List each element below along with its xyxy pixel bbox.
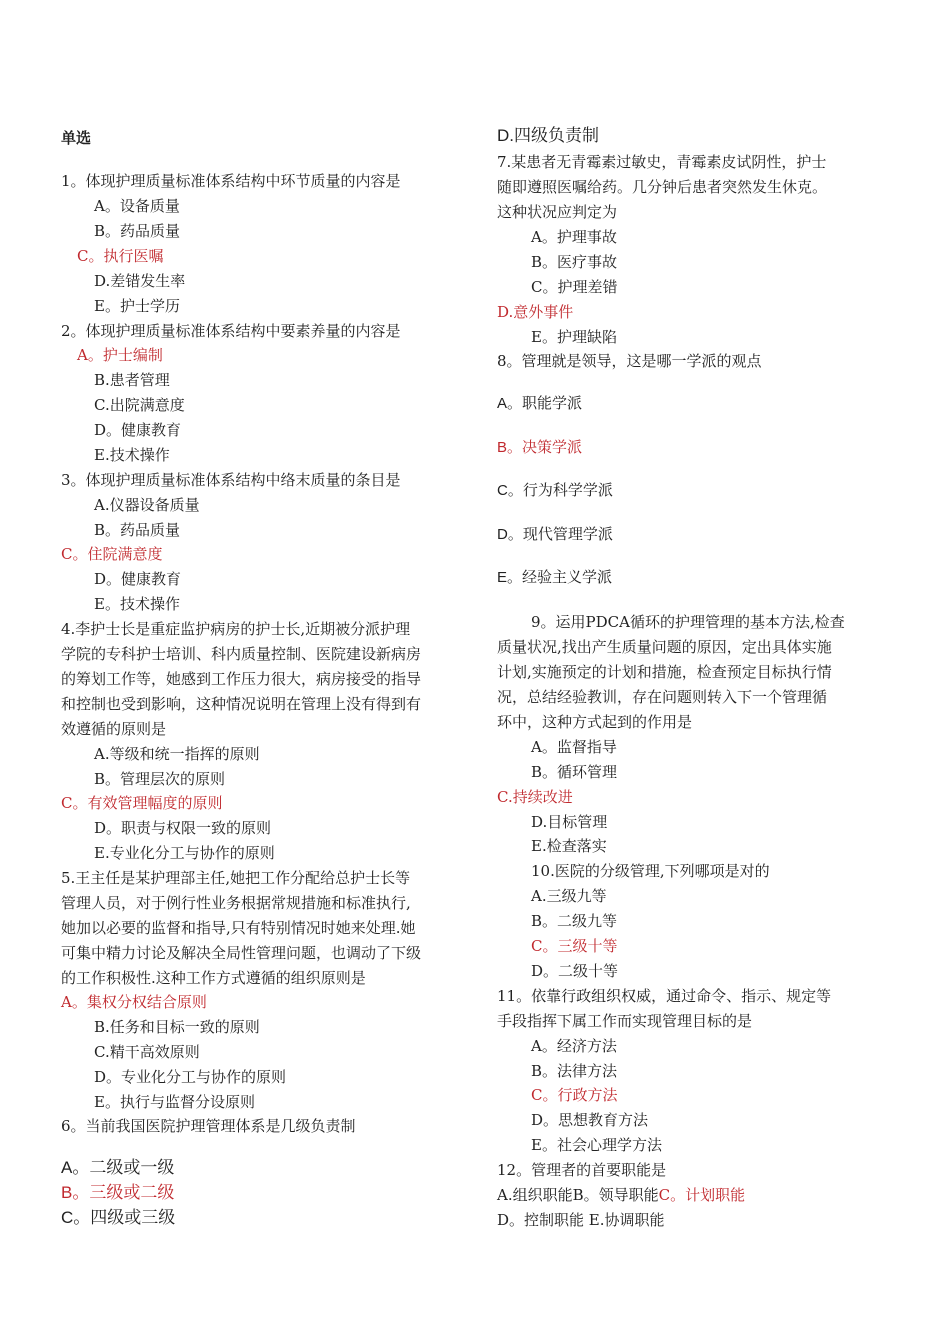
- left-line: 和控制也受到影响，这种情况说明在管理上没有得到有: [61, 695, 422, 713]
- left-line: 的工作积极性.这种工作方式遵循的组织原则是: [61, 969, 366, 987]
- right-line: 环中，这种方式起到的作用是: [497, 713, 693, 731]
- left-option-line: A。二级或一级: [61, 1158, 175, 1177]
- right-line: E。护理缺陷: [531, 328, 617, 346]
- right-line: D。思想教育方法: [531, 1111, 649, 1129]
- right-line: A。护理事故: [531, 228, 617, 246]
- right-line: A.三级九等: [531, 887, 607, 905]
- right-option-line: E。经验主义学派: [497, 569, 613, 586]
- left-line: 她加以必要的监督和指导,只有特别情况时她来处理.她: [61, 919, 416, 937]
- left-line: 1。体现护理质量标准体系结构中环节质量的内容是: [61, 172, 401, 190]
- left-line: E。执行与监督分设原则: [94, 1093, 255, 1111]
- left-option-line: B。三级或二级: [61, 1183, 175, 1202]
- right-line: 计划,实施预定的计划和措施，检查预定目标执行情: [497, 663, 832, 681]
- q12-option-c: C。计划职能: [658, 1186, 746, 1204]
- right-line: B。二级九等: [531, 912, 618, 930]
- right-line: 9。运用PDCA循环的护理管理的基本方法,检查: [531, 613, 845, 631]
- q12-option-a: A.组织职能: [497, 1186, 573, 1204]
- right-line: E.检查落实: [531, 837, 607, 855]
- left-line: D。健康教育: [94, 421, 182, 439]
- left-line: E。护士学历: [94, 297, 180, 315]
- left-line: C。住院满意度: [61, 545, 163, 563]
- right-line: C。三级十等: [531, 937, 618, 955]
- right-line: 随即遵照医嘱给药。几分钟后患者突然发生休克。: [497, 178, 828, 196]
- right-line: 手段指挥下属工作而实现管理目标的是: [497, 1012, 753, 1030]
- right-line: D.目标管理: [531, 813, 608, 831]
- left-line: B.任务和目标一致的原则: [94, 1018, 260, 1036]
- left-line: A。集权分权结合原则: [61, 993, 207, 1011]
- left-line: A。设备质量: [94, 197, 180, 215]
- right-line: D。二级十等: [531, 962, 619, 980]
- left-line: B。管理层次的原则: [94, 770, 226, 788]
- left-line: C。执行医嘱: [77, 247, 164, 265]
- left-line: B。药品质量: [94, 222, 181, 240]
- left-line: 效遵循的原则是: [61, 720, 167, 738]
- left-line: 管理人员，对于例行性业务根据常规措施和标准执行,: [61, 894, 411, 912]
- left-line: B。药品质量: [94, 521, 181, 539]
- right-line: 质量状况,找出产生质量问题的原因，定出具体实施: [497, 638, 832, 656]
- left-line: D.差错发生率: [94, 272, 186, 290]
- right-line: B。医疗事故: [531, 253, 618, 271]
- left-line: E.专业化分工与协作的原则: [94, 844, 275, 862]
- left-line: C.出院满意度: [94, 396, 185, 414]
- left-line: 6。当前我国医院护理管理体系是几级负责制: [61, 1117, 356, 1135]
- left-line: A.等级和统一指挥的原则: [94, 745, 260, 763]
- left-line: 5.王主任是某护理部主任,她把工作分配给总护士长等: [61, 869, 411, 887]
- q12-option-b: B。领导职能: [572, 1186, 659, 1204]
- left-line: 可集中精力讨论及解决全局性管理问题，也调动了下级: [61, 944, 422, 962]
- right-line: E。社会心理学方法: [531, 1136, 662, 1154]
- right-line: 11。依靠行政组织权威，通过命令、指示、规定等: [497, 987, 832, 1005]
- left-line: B.患者管理: [94, 371, 170, 389]
- left-line: C。有效管理幅度的原则: [61, 794, 223, 812]
- right-line: A。经济方法: [531, 1037, 617, 1055]
- left-line: 4.李护士长是重症监护病房的护士长,近期被分派护理: [61, 620, 411, 638]
- left-line: A.仪器设备质量: [94, 496, 200, 514]
- right-line: 这种状况应判定为: [497, 203, 618, 221]
- right-option-line: D。现代管理学派: [497, 526, 613, 543]
- left-line: D。专业化分工与协作的原则: [94, 1068, 287, 1086]
- right-option-line: C。行为科学学派: [497, 482, 613, 499]
- right-line: C。行政方法: [531, 1086, 618, 1104]
- left-line: E.技术操作: [94, 446, 170, 464]
- right-line: D.意外事件: [497, 303, 574, 321]
- left-line: E。技术操作: [94, 595, 180, 613]
- right-line: 况，总结经验教训，存在问题则转入下一个管理循: [497, 688, 828, 706]
- q6-option-d: D.四级负责制: [497, 126, 599, 145]
- left-line: 3。体现护理质量标准体系结构中络末质量的条目是: [61, 471, 401, 489]
- right-line: D。控制职能 E.协调职能: [497, 1211, 665, 1229]
- q12-options-line: [497, 1185, 745, 1205]
- right-line: B。循环管理: [531, 763, 618, 781]
- left-line: C.精干高效原则: [94, 1043, 200, 1061]
- right-option-line: B。决策学派: [497, 439, 583, 456]
- left-option-line: C。四级或三级: [61, 1208, 176, 1227]
- right-option-line: A。职能学派: [497, 395, 583, 412]
- right-line: C。护理差错: [531, 278, 618, 296]
- section-heading: 单选: [61, 129, 92, 147]
- right-line: C.持续改进: [497, 788, 573, 806]
- left-line: D。职责与权限一致的原则: [94, 819, 272, 837]
- right-line: 12。管理者的首要职能是: [497, 1161, 667, 1179]
- left-line: 学院的专科护士培训、科内质量控制、医院建设新病房: [61, 645, 422, 663]
- right-line: B。法律方法: [531, 1062, 618, 1080]
- left-line: D。健康教育: [94, 570, 182, 588]
- left-line: 2。体现护理质量标准体系结构中要素养量的内容是: [61, 322, 401, 340]
- right-line: 10.医院的分级管理,下列哪项是对的: [531, 862, 770, 880]
- left-line: A。护士编制: [77, 346, 163, 364]
- right-line: A。监督指导: [531, 738, 617, 756]
- right-line: 7.某患者无青霉素过敏史，青霉素皮试阴性，护士: [497, 153, 827, 171]
- right-line: 8。管理就是领导，这是哪一学派的观点: [497, 352, 762, 370]
- left-line: 的筹划工作等，她感到工作压力很大，病房接受的指导: [61, 670, 422, 688]
